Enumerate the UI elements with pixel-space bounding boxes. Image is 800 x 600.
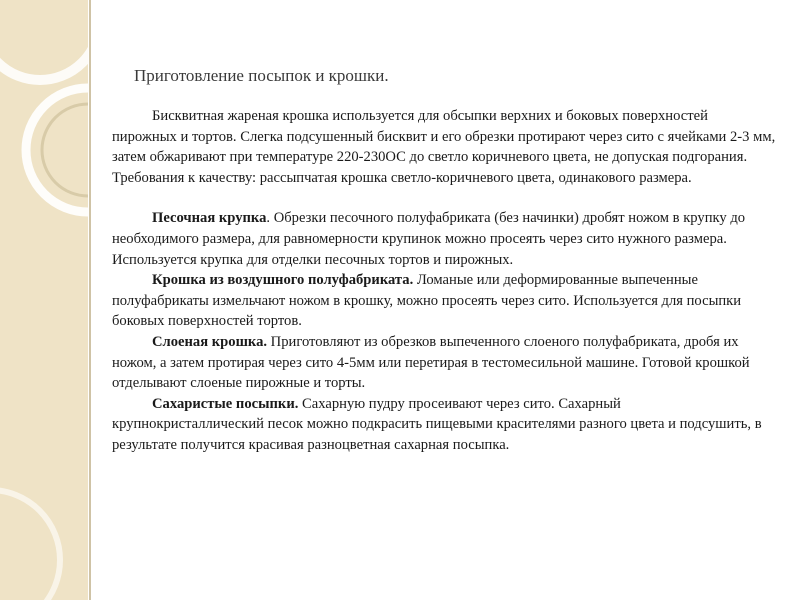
side-divider (89, 0, 91, 600)
intro-paragraph: Бисквитная жареная крошка используется для обсыпки верхних и боковых поверхностей пирожных и тортов. Слегка подсушенный бисквит и его обрезки протирают через сито с ячейками 2-3 мм, затем обжаривают при температуре 220-230ОС до светло коричневого цвета, не допуская подгорания. Требования к качеству: рассыпчатая крошка светло-коричневого цвета, одинакового размера. (112, 108, 776, 186)
section-heading: Крошка из воздушного полуфабриката. (152, 272, 414, 289)
section-text: Сахарную пудру просеивают через сито. Сахарный крупнокристаллический песок можно подкрасить пищевыми красителями разного цвета и подсушить, в результате получится красивая разноцветная сахарная посыпка. (112, 395, 762, 453)
decorative-side-panel (0, 0, 88, 600)
section-sugar-sprinkles (112, 394, 776, 456)
slide-title: Приготовление посыпок и крошки. (134, 66, 389, 85)
section-heading: Песочная крупка (152, 210, 267, 227)
section-sand-crumb (112, 208, 776, 270)
section-heading: Слоеная крошка. (152, 333, 268, 350)
section-puff-crumb (112, 332, 776, 394)
section-air-crumb (112, 270, 776, 332)
section-text: . Обрезки песочного полуфабриката (без начинки) дробят ножом в крупку до необходимого размера, для равномерности крупинок можно просеять через сито нужного размера. Используется крупка для отделки песочных тортов и пирожных. (112, 210, 746, 268)
section-text: Ломаные или деформированные выпеченные полуфабрикаты измельчают ножом в крошку, можно просеять через сито. Используется для посыпки боковых поверхностей тортов. (112, 272, 742, 330)
section-text: Приготовляют из обрезков выпеченного слоеного полуфабриката, дробя их ножом, а затем протирая через сито 4-5мм или перетирая в тестомесильной машине. Готовой крошкой отделывают слоеные пирожные и торты. (112, 333, 750, 392)
slide-body (112, 106, 776, 456)
section-heading: Сахаристые посыпки. (152, 395, 299, 412)
decorative-circles (0, 0, 88, 600)
